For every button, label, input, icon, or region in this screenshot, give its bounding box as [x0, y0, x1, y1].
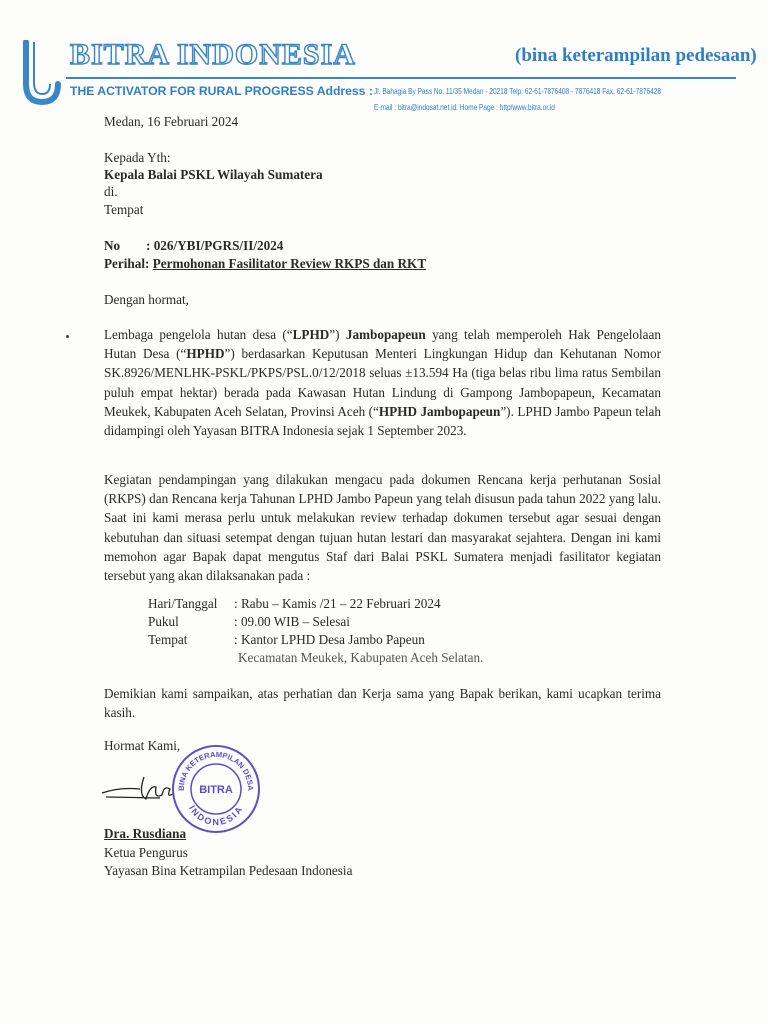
recipient: Kepala Balai PSKL Wilayah Sumatera [104, 167, 323, 182]
bitra-logo-icon [20, 40, 64, 106]
paragraph-2: Kegiatan pendampingan yang dilakukan mengacu pada dokumen Rencana kerja perhutanan Sosial (RKPS) dan Rencana kerja Tahunan LPHD Jambo Papeun yang telah disusun pada tahun 2022 yang lalu. Saat ini kami merasa perlu untuk melakukan review terhadap dokumen tersebut agar sesuai dengan kebutuhan dan situasi setempat dengan tujuan hutan lestari dan masyarakat sejahtera. Dengan ini kami memohon agar Bapak dapat mengutus Staf dari Balai PSKL Sumatera menjadi fasilitator kegiatan tersebut yang akan dilaksanakan pada : [104, 472, 661, 584]
letterhead-rule [66, 77, 736, 79]
stamp-center-text: BITRA [199, 784, 233, 796]
brand-name: BITRA INDONESIA [70, 38, 356, 71]
schedule-location-cont: Kecamatan Meukek, Kabupaten Aceh Selatan. [238, 650, 484, 665]
letter-number: : 026/YBI/PGRS/II/2024 [146, 238, 284, 253]
regards: Hormat Kami, [104, 738, 181, 753]
signer-organization: Yayasan Bina Ketrampilan Pedesaan Indonesia [104, 863, 353, 878]
margin-dot [66, 335, 69, 338]
subject [104, 254, 426, 273]
subject-label: Perihal: [104, 256, 150, 271]
recipient-di: di. [104, 184, 118, 199]
paragraph-1: Lembaga pengelola hutan desa (“LPHD”) Jambopapeun yang telah memperoleh Hak Pengelolaan Hutan Desa (“HPHD”) berdasarkan Keputusan Menteri Lingkungan Hidup dan Kehutanan Nomor SK.8926/MENLHK-PSKL/PKPS/PSL.0/12/2018 seluas ±13.594 Ha (tiga belas ribu lima ratus Sembilan puluh empat hektar) berada pada Kawasan Hutan Lindung di Gampong Jambopapeun, Kecamatan Meukek, Kabupaten Aceh Selatan, Provinsi Aceh (“HPHD Jambopapeun”). LPHD Jambo Papeun telah didampingi oleh Yayasan BITRA Indonesia sejak 1 September 2023. [104, 327, 662, 439]
place-date: Medan, 16 Februari 2024 [104, 114, 239, 129]
letter-number-label: No [104, 238, 121, 253]
org-contact: E-mail : bitra@indosat.net.id. Home Page : http/www.bitra.or.id [374, 102, 555, 112]
schedule-row: Pukul : 09.00 WIB – Selesai [148, 614, 350, 629]
subject-value: Permohonan Fasilitator Review RKPS dan RKT [152, 256, 427, 271]
signer-title: Ketua Pengurus [104, 845, 188, 860]
brand-slogan: (bina keterampilan pedesaan) [515, 45, 757, 66]
org-address: Jl. Bahagia By Pass No. 11/35 Medan - 20218 Telp. 62-61-7876408 - 7876418 Fax. 62-61-7876428 [374, 86, 662, 96]
recipient-place: Tempat [104, 202, 144, 217]
organization-stamp-icon [170, 743, 262, 835]
signer-name: Dra. Rusdiana [104, 826, 187, 841]
closing-paragraph: Demikian kami sampaikan, atas perhatian dan Kerja sama yang Bapak berikan, kami ucapkan terima kasih. [104, 686, 661, 721]
greeting: Dengan hormat, [104, 292, 189, 307]
stamp-bottom-text: INDONESIA [186, 803, 246, 828]
to-line: Kepada Yth: [104, 150, 171, 165]
schedule-row: Tempat : Kantor LPHD Desa Jambo Papeun [148, 632, 425, 647]
svg-text:INDONESIA [187, 803, 245, 827]
letterhead [0, 0, 768, 125]
schedule-row: Hari/Tanggal : Rabu – Kamis /21 – 22 Februari 2024 [148, 596, 441, 611]
brand-tagline: THE ACTIVATOR FOR RURAL PROGRESS Address : [70, 84, 373, 98]
stamp-top-text: BINA KETERAMPILAN DESA [176, 749, 256, 791]
